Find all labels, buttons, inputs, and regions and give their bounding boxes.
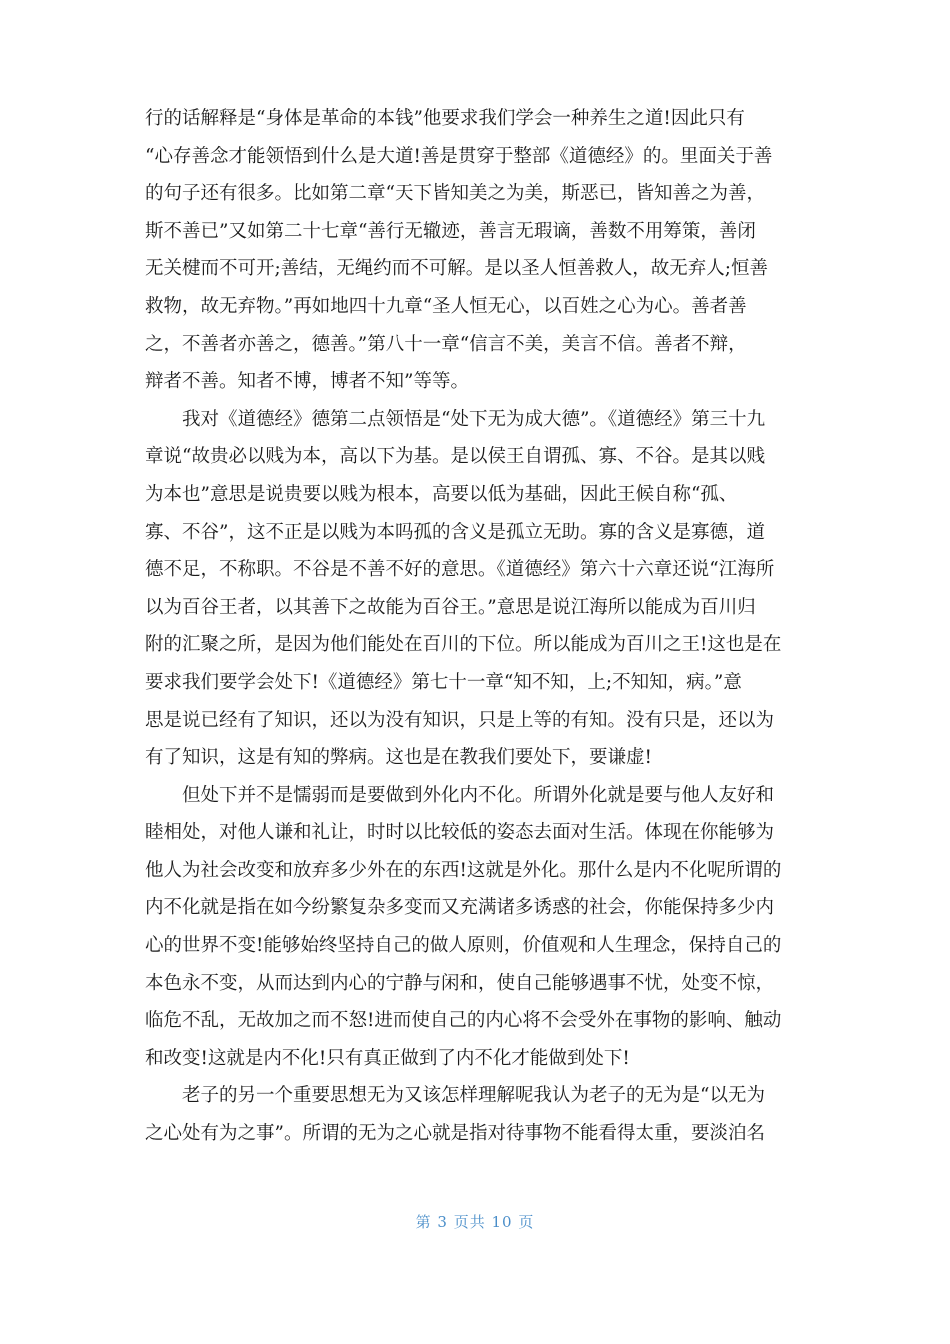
text-line: 救物，故无弃物。”再如地四十九章“圣人恒无心，以百姓之心为心。善者善: [145, 295, 747, 317]
text-line: 为本也”意思是说贵要以贱为根本，高要以低为基础，因此王候自称“孤、: [145, 483, 738, 505]
text-line: 内不化就是指在如今纷繁复杂多变而又充满诸多诱惑的社会，你能保持多少内: [145, 897, 775, 919]
text-line: 行的话解释是“身体是革命的本钱”他要求我们学会一种养生之道!因此只有: [145, 108, 745, 129]
text-line: 德不足，不称职。不谷是不善不好的意思。《道德经》第六十六章还说“江海所: [145, 559, 775, 581]
paragraph-first-line: 但处下并不是懦弱而是要做到外化内不化。所谓外化就是要与他人友好和: [182, 784, 775, 806]
document-body: [145, 100, 807, 1153]
text-line: 心的世界不变!能够始终坚持自己的做人原则，价值观和人生理念，保持自己的: [145, 935, 782, 957]
text-line: 的句子还有很多。比如第二章“天下皆知美之为美，斯恶已，皆知善之为善，: [145, 183, 765, 205]
text-line: 章说“故贵必以贱为本，高以下为基。是以侯王自谓孤、寡、不谷。是其以贱: [145, 446, 765, 468]
text-line: 要求我们要学会处下!《道德经》第七十一章“知不知，上;不知知，病。”意: [145, 671, 742, 693]
paragraph-first-line: 老子的另一个重要思想无为又该怎样理解呢我认为老子的无为是“以无为: [182, 1085, 765, 1107]
page-number-footer: 第 3 页共 10 页: [415, 1213, 535, 1231]
text-line: 之，不善者亦善之，德善。”第八十一章“信言不美，美言不信。善者不辩，: [145, 333, 747, 355]
text-line: 睦相处，对他人谦和礼让，时时以比较低的姿态去面对生活。体现在你能够为: [145, 822, 775, 844]
text-line: 以为百谷王者，以其善下之故能为百谷王。”意思是说江海所以能成为百川归: [145, 596, 756, 618]
text-line: 有了知识，这是有知的弊病。这也是在教我们要处下，要谦虚!: [145, 747, 652, 769]
text-line: 斯不善已”又如第二十七章“善行无辙迹，善言无瑕谪，善数不用筹策，善闭: [145, 220, 756, 242]
text-line: 本色永不变，从而达到内心的宁静与闲和，使自己能够遇事不忧，处变不惊，: [145, 972, 775, 994]
text-line: 临危不乱，无故加之而不怒!进而使自己的内心将不会受外在事物的影响、触动: [145, 1010, 782, 1032]
text-line: 辩者不善。知者不博，博者不知”等等。: [145, 371, 469, 393]
text-line: 寡、不谷”，这不正是以贱为本吗孤的含义是孤立无助。寡的含义是寡德，道: [145, 521, 765, 543]
text-line: 无关楗而不可开;善结，无绳约而不可解。是以圣人恒善救人，故无弃人;恒善: [145, 258, 768, 280]
text-line: 和改变!这就是内不化!只有真正做到了内不化才能做到处下!: [145, 1047, 630, 1069]
text-line: 之心处有为之事”。所谓的无为之心就是指对待事物不能看得太重，要淡泊名: [145, 1123, 765, 1145]
text-line: 思是说已经有了知识，还以为没有知识，只是上等的有知。没有只是，还以为: [145, 709, 775, 731]
text-line: 他人为社会改变和放弃多少外在的东西!这就是外化。那什么是内不化呢所谓的: [145, 859, 782, 881]
text-line: “心存善念才能领悟到什么是大道!善是贯穿于整部《道德经》的。里面关于善: [145, 145, 773, 167]
paragraph-first-line: 我对《道德经》德第二点领悟是“处下无为成大德”。《道德经》第三十九: [182, 408, 766, 430]
text-line: 附的汇聚之所，是因为他们能处在百川的下位。所以能成为百川之王!这也是在: [145, 634, 782, 656]
